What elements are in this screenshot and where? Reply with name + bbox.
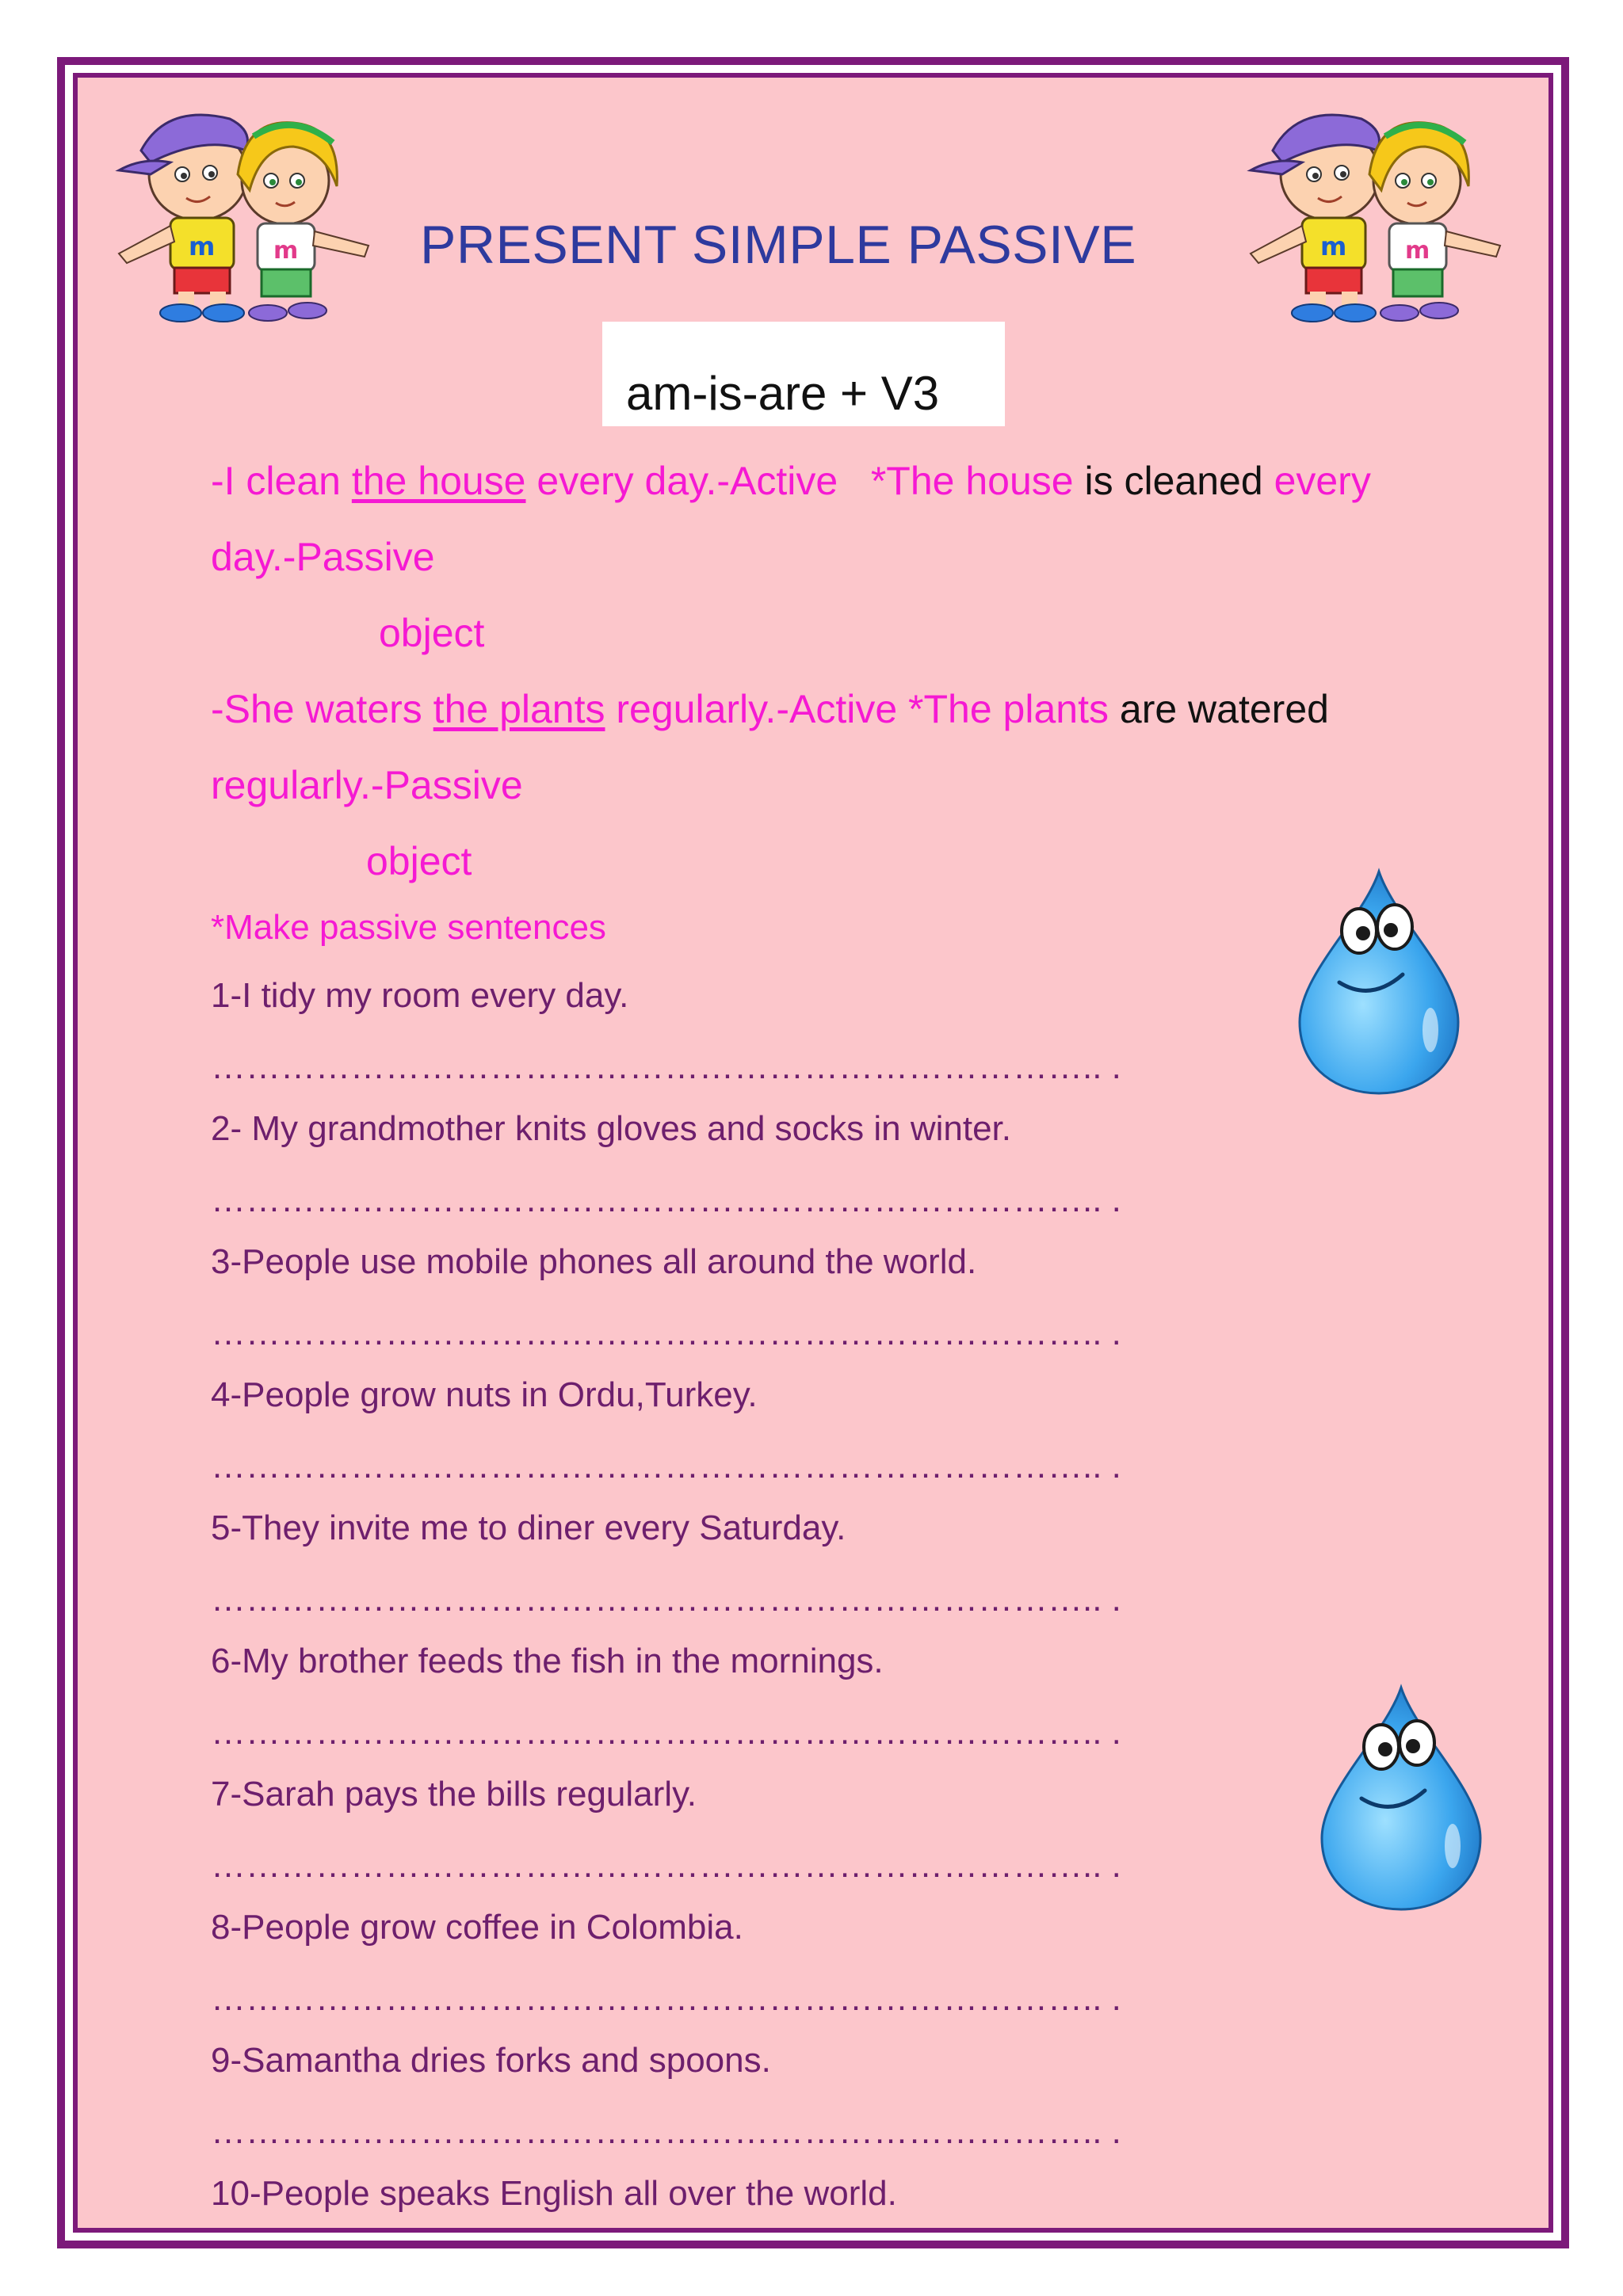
example-passive-verb: is cleaned: [1084, 459, 1263, 503]
example-2-passive-end: regularly.-Passive: [211, 763, 523, 807]
svg-text:m: m: [273, 237, 299, 265]
exercise-item: 2- My grandmother knits gloves and socks in winter.: [211, 1109, 1012, 1148]
svg-text:m: m: [189, 231, 216, 261]
answer-line[interactable]: ………………………………………………………………….. .: [211, 1447, 1121, 1486]
water-drop-icon: [1306, 1680, 1496, 1917]
exercise-item: 7-Sarah pays the bills regularly.: [211, 1775, 697, 1814]
example-1-object-label: object: [379, 611, 485, 655]
svg-text:m: m: [1405, 237, 1430, 265]
example-passive-subject: *The plants: [908, 687, 1109, 731]
answer-line[interactable]: ………………………………………………………………….. .: [211, 1580, 1121, 1619]
example-2-line: [211, 686, 1329, 732]
kids-cartoon-icon: [95, 87, 396, 325]
exercise-item: 8-People grow coffee in Colombia.: [211, 1908, 743, 1947]
answer-line[interactable]: ………………………………………………………………….. .: [211, 1314, 1121, 1352]
answer-line[interactable]: ………………………………………………………………….. .: [211, 1180, 1121, 1219]
exercise-item: 6-My brother feeds the fish in the mornings.: [211, 1642, 884, 1680]
example-text: -She waters: [211, 687, 433, 731]
example-1-line: [211, 458, 1371, 504]
answer-line[interactable]: ………………………………………………………………….. .: [211, 1979, 1121, 2018]
page-title: PRESENT SIMPLE PASSIVE: [420, 215, 1137, 275]
example-object: the house: [351, 459, 526, 503]
answer-line[interactable]: ………………………………………………………………….. .: [211, 1713, 1121, 1752]
example-2-object-label: object: [366, 839, 472, 883]
exercise-item: 10-People speaks English all over the world.: [211, 2174, 897, 2213]
example-text: regularly.-Active: [605, 687, 898, 731]
example-1-passive-end: day.-Passive: [211, 535, 435, 579]
exercise-item: 4-People grow nuts in Ordu,Turkey.: [211, 1375, 758, 1414]
kids-cartoon-icon: [1227, 87, 1528, 325]
example-passive-verb: are watered: [1119, 687, 1329, 731]
svg-text:m: m: [1320, 231, 1347, 261]
water-drop-icon: [1284, 864, 1474, 1101]
exercise-item: 5-They invite me to diner every Saturday.: [211, 1508, 846, 1547]
answer-line[interactable]: ………………………………………………………………….. .: [211, 2112, 1121, 2151]
exercise-item: 3-People use mobile phones all around the world.: [211, 1242, 977, 1281]
instruction: *Make passive sentences: [211, 908, 606, 947]
answer-line[interactable]: ………………………………………………………………….. .: [211, 1047, 1121, 1086]
example-passive-subject: *The house: [870, 459, 1074, 503]
formula-text: am-is-are + V3: [626, 367, 940, 420]
example-text: -I clean: [211, 459, 352, 503]
example-text: every day.-Active: [525, 459, 838, 503]
exercise-item: 1-I tidy my room every day.: [211, 976, 629, 1015]
exercise-item: 9-Samantha dries forks and spoons.: [211, 2041, 771, 2080]
example-object: the plants: [433, 687, 605, 731]
answer-line[interactable]: ………………………………………………………………….. .: [211, 1846, 1121, 1885]
example-text: every: [1274, 459, 1371, 503]
